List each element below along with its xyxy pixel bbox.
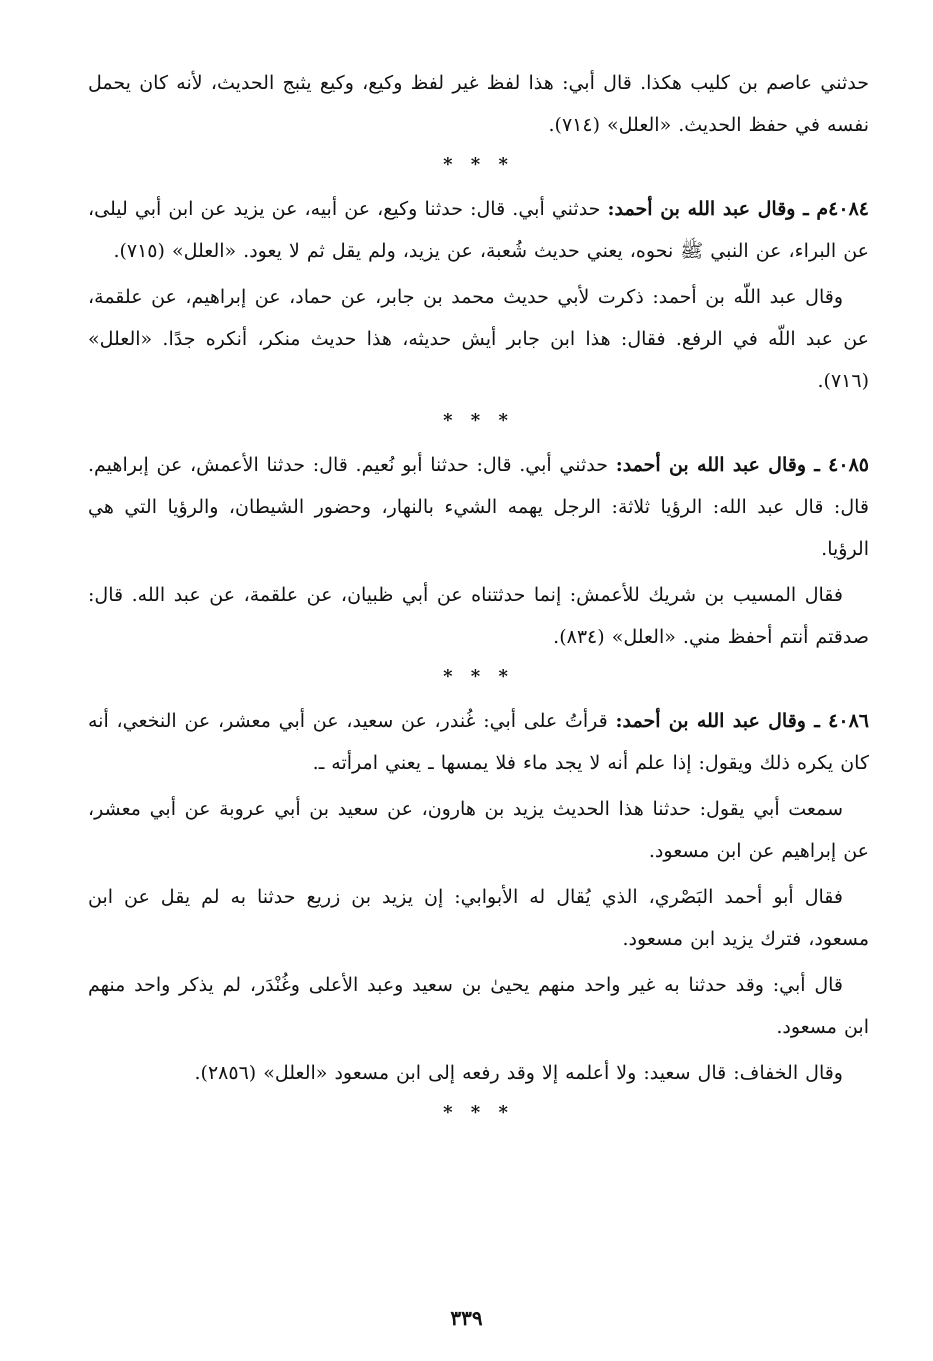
entry-heading: ٤٠٨٦ ـ وقال عبد الله بن أحمد:	[615, 710, 869, 732]
paragraph-text: وقال الخفاف: قال سعيد: ولا أعلمه إلا وقد رفعه إلى ابن مسعود «العلل» (٢٨٥٦).	[194, 1062, 843, 1084]
paragraph	[88, 574, 869, 658]
paragraph-text: وقال عبد اللّه بن أحمد: ذكرت لأبي حديث محمد بن جابر، عن حماد، عن إبراهيم، عن علقمة، عن عبد اللّه في الرفع. فقال: هذا ابن جابر أيش حديثه، هذا حديث منكر، أنكره جدًا. «العلل» (٧١٦).	[88, 286, 869, 392]
paragraph	[88, 1052, 869, 1094]
section-divider: * * *	[443, 410, 514, 431]
narration-entry	[88, 444, 869, 570]
section-divider: * * *	[443, 154, 514, 175]
paragraph	[88, 788, 869, 872]
paragraph-text: فقال أبو أحمد البَصْري، الذي يُقال له الأبوابي: إن يزيد بن زريع حدثنا به لم يقل عن ابن مسعود، فترك يزيد ابن مسعود.	[88, 886, 869, 950]
page-number: ٣٣٩	[450, 1306, 483, 1330]
section-divider: * * *	[443, 1102, 514, 1123]
paragraph-text: قال أبي: وقد حدثنا به غير واحد منهم يحيىٰ بن سعيد وعبد الأعلى وغُنْدَر، لم يذكر واحد منهم ابن مسعود.	[88, 974, 869, 1038]
entry-heading: ٤٠٨٤م ـ وقال عبد الله بن أحمد:	[607, 198, 869, 220]
paragraph	[88, 876, 869, 960]
paragraph-text: سمعت أبي يقول: حدثنا هذا الحديث يزيد بن هارون، عن سعيد بن أبي عروبة عن أبي معشر، عن إبراهيم عن ابن مسعود.	[88, 798, 869, 862]
paragraph	[88, 964, 869, 1048]
paragraph-text: حدثني أبي. قال: حدثنا وكيع، عن أبيه، عن يزيد عن ابن أبي ليلى، عن البراء، عن النبي ﷺ نحوه، يعني حديث شُعبة، عن يزيد، ولم يقل ثم لا يعود. «العلل» (٧١٥).	[88, 198, 869, 262]
entry-heading: ٤٠٨٥ ـ وقال عبد الله بن أحمد:	[615, 454, 869, 476]
narration-entry	[88, 188, 869, 272]
paragraph-text: قرأتُ على أبي: غُندر، عن سعيد، عن أبي معشر، عن النخعي، أنه كان يكره ذلك ويقول: إذا علم أنه لا يجد ماء فلا يمسها ـ يعني امرأته ـ.	[88, 710, 869, 774]
paragraph	[88, 276, 869, 402]
paragraph-text: فقال المسيب بن شريك للأعمش: إنما حدثتناه عن أبي ظبيان، عن علقمة، عن عبد الله. قال: صدقتم أنتم أحفظ مني. «العلل» (٨٣٤).	[88, 584, 869, 648]
paragraph-text: حدثني عاصم بن كليب هكذا. قال أبي: هذا لفظ غير لفظ وكيع، وكيع يثبج الحديث، لأنه كان يحمل نفسه في حفظ الحديث. «العلل» (٧١٤).	[88, 72, 869, 136]
paragraph	[88, 62, 869, 146]
narration-entry	[88, 700, 869, 784]
page-body	[88, 62, 869, 1128]
paragraph-text: حدثني أبي. قال: حدثنا أبو نُعيم. قال: حدثنا الأعمش، عن إبراهيم. قال: قال عبد الله: الرؤيا ثلاثة: الرجل يهمه الشيء بالنهار، وحضور الشيطان، والرؤيا التي هي الرؤيا.	[88, 454, 869, 560]
section-divider: * * *	[443, 666, 514, 687]
